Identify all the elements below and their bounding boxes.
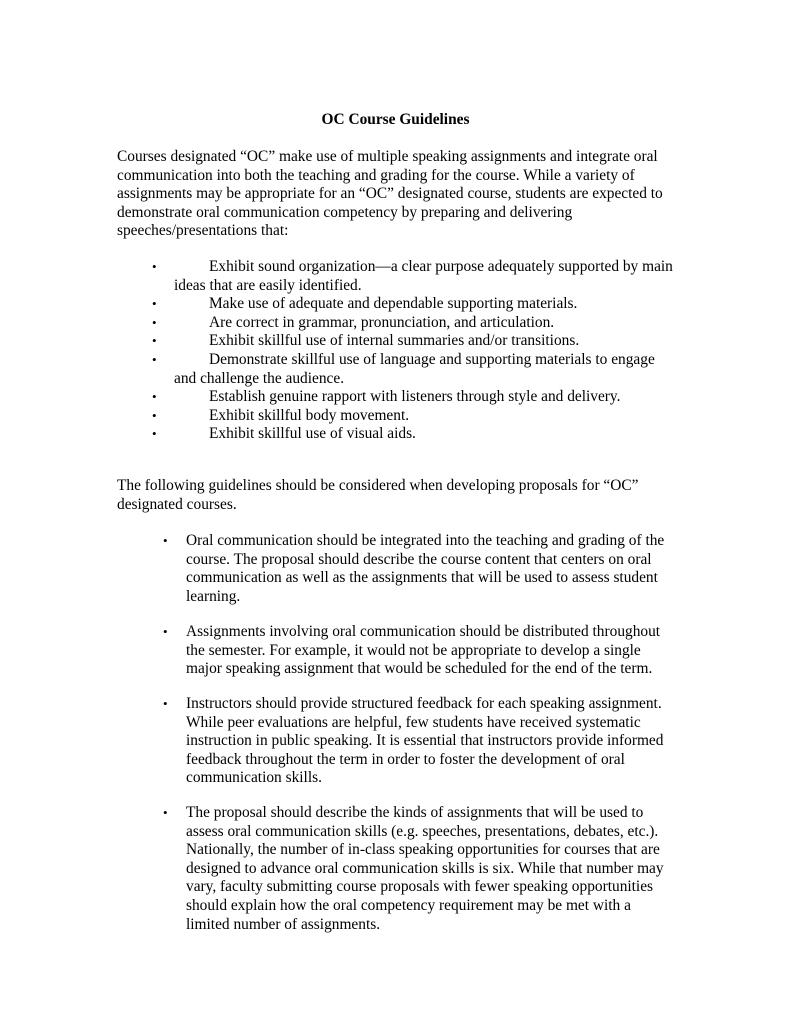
list-item-text: The proposal should describe the kinds of assignments that will be used to assess oral communication skills (e.g. speeches, presentations, debates, etc.). Nationally, the number of in-class speaking opportunities for courses that are designed to advance oral communication skills is six. While that number may vary, faculty submitting course proposals with fewer speaking opportunities should explain how the oral competency requirement may be met with a limited number of assignments. — [186, 804, 664, 933]
list-item — [152, 332, 674, 351]
bullet-icon: • — [163, 696, 168, 711]
guideline-list — [0, 695, 791, 788]
list-item-text: Exhibit sound organization—a clear purpose adequately supported by main ideas that are easily identified. — [174, 258, 673, 294]
list-item — [152, 258, 674, 295]
list-item — [152, 295, 674, 314]
list-item-text: Exhibit skillful use of internal summaries and/or transitions. — [209, 332, 580, 350]
bullet-icon: • — [152, 314, 157, 330]
list-item-text: Make use of adequate and dependable supporting materials. — [209, 295, 578, 313]
list-item-text: Instructors should provide structured feedback for each speaking assignment. While peer evaluations are helpful, few students have received systematic instruction in public speaking. It is essential that instructors provide informed feedback throughout the term in order to foster the development of oral communication skills. — [186, 695, 664, 787]
list-item-text: Exhibit skillful use of visual aids. — [209, 425, 416, 443]
list-item — [163, 623, 676, 679]
bullet-icon: • — [152, 351, 157, 367]
guidelines-intro-paragraph: The following guidelines should be considered when developing proposals for “OC” designated courses. — [117, 477, 639, 513]
list-item-text: Demonstrate skillful use of language and supporting materials to engage and challenge the audience. — [174, 350, 655, 387]
list-item-text: Assignments involving oral communication should be distributed throughout the semester. For example, it would not be appropriate to develop a single major speaking assignment that would be scheduled for the end of the term. — [186, 623, 661, 678]
list-item-text: Are correct in grammar, pronunciation, and articulation. — [209, 313, 555, 331]
list-item — [152, 388, 674, 407]
list-item-text: Oral communication should be integrated into the teaching and grading of the course. The proposal should describe the course content that centers on oral communication as well as the assignments that will be used to assess student learning. — [186, 532, 665, 605]
bullet-icon: • — [163, 533, 168, 548]
bullet-icon: • — [152, 389, 157, 405]
list-item-text: Exhibit skillful body movement. — [209, 406, 410, 424]
bullet-icon: • — [152, 426, 157, 442]
list-item — [152, 350, 674, 388]
guideline-list — [0, 532, 791, 606]
list-item — [152, 313, 674, 333]
guideline-list — [0, 804, 791, 934]
bullet-icon: • — [152, 259, 157, 274]
list-item — [163, 695, 676, 788]
bullet-icon: • — [152, 296, 157, 312]
list-item — [152, 406, 674, 426]
bullet-icon: • — [152, 333, 157, 349]
intro-paragraph: Courses designated “OC” make use of multiple speaking assignments and integrate oral communication into both the teaching and grading for the course. While a variety of assignments may be appropriate for an “OC” designated course, students are expected to demonstrate oral communication competency by preparing and delivering speeches/presentations that: — [117, 148, 663, 240]
list-item-text: Establish genuine rapport with listeners through style and delivery. — [209, 388, 621, 406]
criteria-list — [0, 258, 791, 444]
list-item — [163, 532, 676, 606]
bullet-icon: • — [163, 624, 168, 639]
page-title: OC Course Guidelines — [321, 111, 470, 128]
list-item — [152, 425, 674, 444]
bullet-icon: • — [163, 805, 168, 820]
bullet-icon: • — [152, 407, 157, 423]
list-item — [163, 804, 676, 934]
guideline-list — [0, 623, 791, 679]
